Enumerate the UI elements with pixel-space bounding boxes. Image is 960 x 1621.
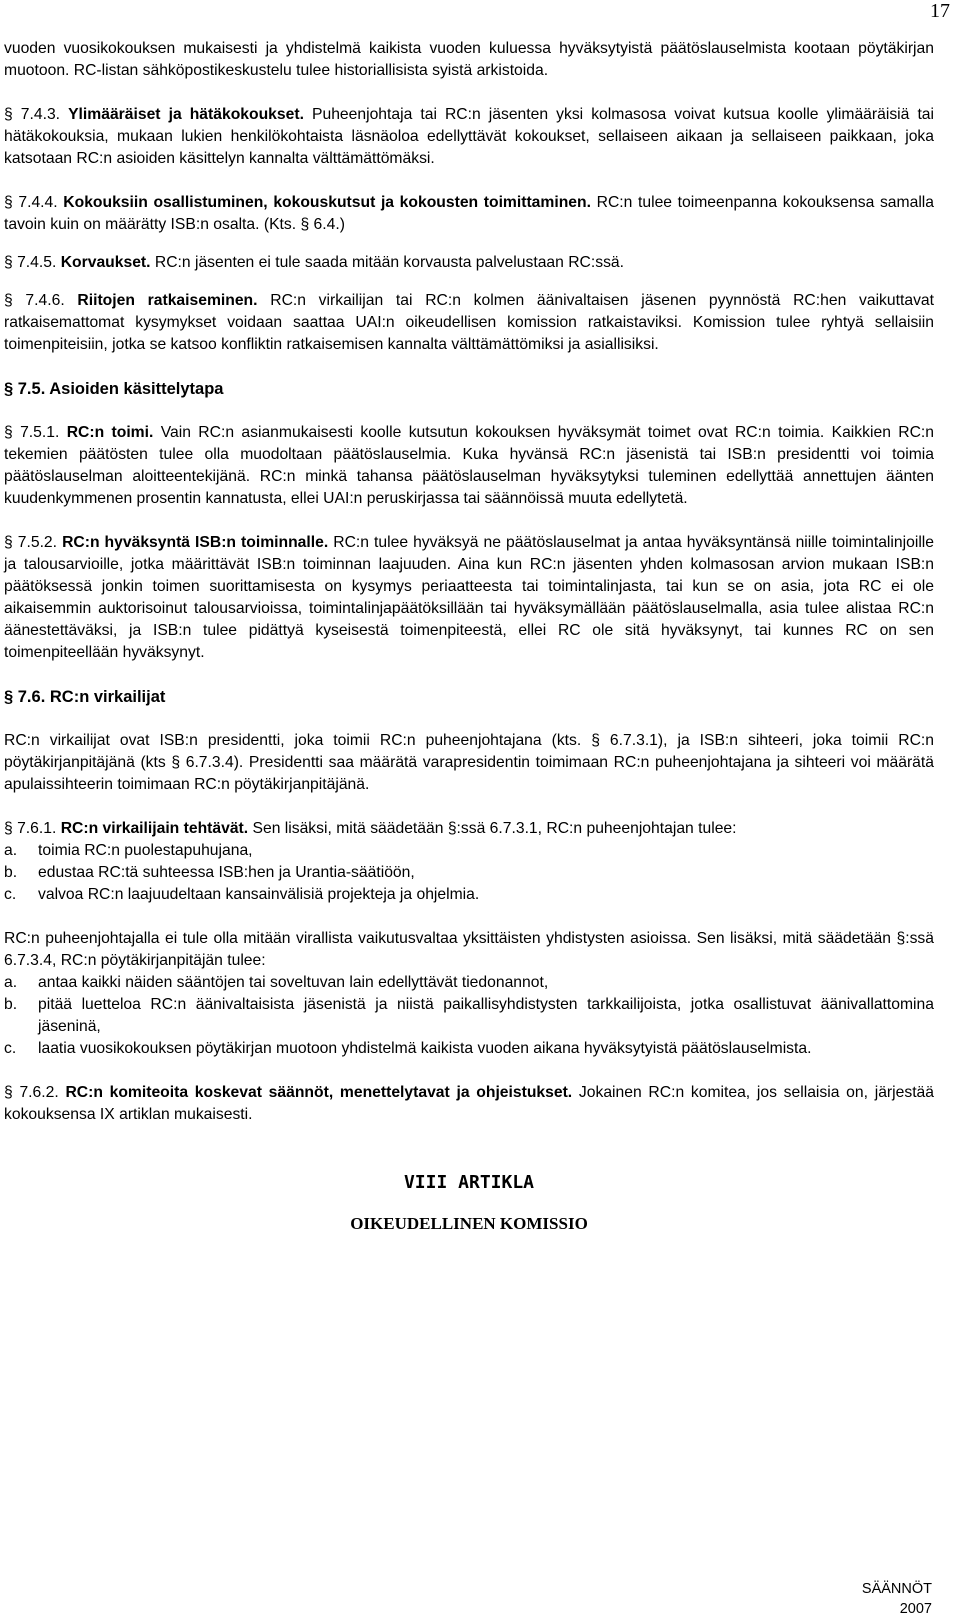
list-item: c. valvoa RC:n laajuudeltaan kansainvälisiä projekteja ja ohjelmia. [4, 886, 480, 903]
footer-title: SÄÄNNÖT [861, 1581, 932, 1597]
section-text: RC:n tulee hyväksyä ne päätöslauselmat ja antaa hyväksyntänsä niille toimintalinjoille ja talousarvioille, jotka määrittävät ISB:n toiminnan laajuuden. Aina kun RC:n jäsenten yhden kolmasosan arvion mukaan ISB:n päätöksessä jonkin toimen suorittamisesta on kysymys periaatteesta tai toimintalinjasta, tai kun se on asia, jota RC ei ole aikaisemmin auktorisoinut talousarvioissa, toimintalinjapäätöksillään tai hyväksymällään päätöslauselmalla, asia tulee alistaa RC:n äänestettäväksi, ja ISB:n tulee pidättyä kyseisestä toimenpiteestä, ellei RC ole sitä hyväksynyt, tai kunnes RC on sen toimenpiteellään hyväksynyt. [4, 534, 935, 661]
section-7-5-1 [4, 422, 934, 510]
section-7-4-3 [4, 104, 934, 170]
section-title: RC:n hyväksyntä ISB:n toiminnalle. [62, 534, 329, 551]
section-number: § 7.5.1. [4, 424, 60, 441]
section-text: Puheenjohtaja tai RC:n jäsenten yksi kolmasosa voivat kutsua koolle ylimääräisiä tai hätäkokouksia, mukaan lukien henkilökohtaista läsnäoloa edellyttävät kokoukset, sellaiseen aikaan ja sellaiseen paikkaan, joka katsotaan RC:n asioiden käsittelyn kannalta välttämättömäksi. [4, 106, 935, 167]
section-number: § 7.6.2. [4, 1084, 59, 1101]
section-7-4-5 [4, 252, 934, 274]
page-number: 17 [930, 0, 950, 22]
section-title: Korvaukset. [60, 254, 151, 271]
section-text: Jokainen RC:n komitea, jos sellaisia on, järjestää kokouksensa IX artiklan mukaisesti. [4, 1084, 935, 1123]
section-7-5-2 [4, 532, 934, 664]
intro-paragraph: vuoden vuosikokouksen mukaisesti ja yhdistelmä kaikista vuoden kuluessa hyväksytyistä päätöslauselmista kootaan pöytäkirjan muotoon. RC-listan sähköpostikeskustelu tulee historiallisista syistä arkistoida. [4, 40, 934, 79]
section-text: RC:n jäsenten ei tule saada mitään korvausta palvelustaan RC:ssä. [154, 254, 625, 271]
article-title: VIII ARTIKLA [403, 1172, 535, 1193]
section-7-6-1 [4, 818, 934, 840]
list-item: b. pitää luetteloa RC:n äänivaltaisista jäsenistä ja niistä paikallisyhdistysten tarkkailijoista, jotka osallistuvat äänivallattomina jäseninä, [4, 996, 934, 1035]
section-7-6-2 [4, 1082, 934, 1126]
page-footer [862, 1579, 932, 1619]
section-title: RC:n komiteoita koskevat säännöt, menettelytavat ja ohjeistukset. [65, 1084, 573, 1101]
article-subtitle: OIKEUDELLINEN KOMISSIO [350, 1214, 588, 1233]
list-item: c. laatia vuosikokouksen pöytäkirjan muotoon yhdistelmä kaikista vuoden aikana hyväksytyistä päätöslauselmista. [4, 1040, 812, 1057]
section-title: Ylimääräiset ja hätäkokoukset. [68, 106, 304, 123]
section-text: Sen lisäksi, mitä säädetään §:ssä 6.7.3.1, RC:n puheenjohtajan tulee: [252, 820, 737, 837]
section-text: RC:n virkailijan tai RC:n kolmen äänivaltaisen jäsenen pyynnöstä RC:hen vaikuttavat ratkaisemattomat kysymykset voidaan saattaa UAI:n oikeudellisen komission ratkaistaviksi. Komission tulee ryhtyä sellaisiin toimenpiteisiin, jotka se katsoo konfliktin ratkaisemisen kannalta välttämättömiksi ja asiallisiksi. [4, 292, 934, 353]
footer-year: 2007 [899, 1601, 932, 1617]
section-text: Vain RC:n asianmukaisesti koolle kutsutun kokouksen hyväksymät toimet ovat RC:n toimia. Kaikkien RC:n tekemien päätösten tulee olla muodoltaan päätöslauselmia. Kuka hyvänsä RC:n jäsenistä tai ISB:n presidentti voi toimia päätöslauselman aloitteentekijänä. RC:n minkä tahansa päätöslauselman hyväksytyksi tuleminen edellyttää annettujen äänten kuudenkymmenen prosentin kannatusta, ellei UAI:n peruskirjassa tai säännöissä muuta edellytetä. [4, 424, 935, 507]
section-7-4-4 [4, 192, 934, 236]
section-7-4-6 [4, 290, 934, 356]
section-number: § 7.6.1. [4, 820, 57, 837]
secretary-duties-list [4, 972, 934, 1060]
list-item: a. toimia RC:n puolestapuhujana, [4, 842, 253, 859]
section-title: RC:n virkailijain tehtävät. [60, 820, 249, 837]
document-body [4, 38, 934, 1236]
section-text: RC:n tulee toimeenpanna kokouksensa samalla tavoin kuin on määrätty ISB:n osalta. (Kts. § 6.4.) [4, 194, 935, 233]
section-number: § 7.4.4. [4, 194, 58, 211]
section-7-6-1-text2: RC:n puheenjohtajalla ei tule olla mitään virallista vaikutusvaltaa yksittäisten yhdistysten asioissa. Sen lisäksi, mitä säädetään §:ssä 6.7.3.4, RC:n pöytäkirjanpitäjän tulee: [4, 930, 934, 969]
section-title: Kokouksiin osallistuminen, kokouskutsut ja kokousten toimittaminen. [63, 194, 591, 211]
section-number: § 7.4.5. [4, 254, 57, 271]
section-7-6-text: RC:n virkailijat ovat ISB:n presidentti, joka toimii RC:n puheenjohtajana (kts. § 6.7.3.1), ja ISB:n sihteeri, joka toimii RC:n pöytäkirjanpitäjänä (kts § 6.7.3.4). Presidentti saa määrätä varapresidentin toimimaan RC:n puheenjohtajana ja sihteeri voi määrätä apulaissihteerin toimimaan RC:n pöytäkirjanpitäjänä. [4, 732, 934, 793]
section-title: RC:n toimi. [66, 424, 154, 441]
chair-duties-list [4, 840, 934, 906]
section-number: § 7.5.2. [4, 534, 58, 551]
section-title: Riitojen ratkaiseminen. [77, 292, 258, 309]
section-number: § 7.4.3. [4, 106, 61, 123]
heading-7-5: § 7.5. Asioiden käsittelytapa [4, 380, 224, 398]
list-item: b. edustaa RC:tä suhteessa ISB:hen ja Urantia-säätiöön, [4, 864, 415, 881]
section-number: § 7.4.6. [4, 292, 65, 309]
list-item: a. antaa kaikki näiden sääntöjen tai soveltuvan lain edellyttävät tiedonannot, [4, 974, 549, 991]
heading-7-6: § 7.6. RC:n virkailijat [4, 688, 166, 706]
